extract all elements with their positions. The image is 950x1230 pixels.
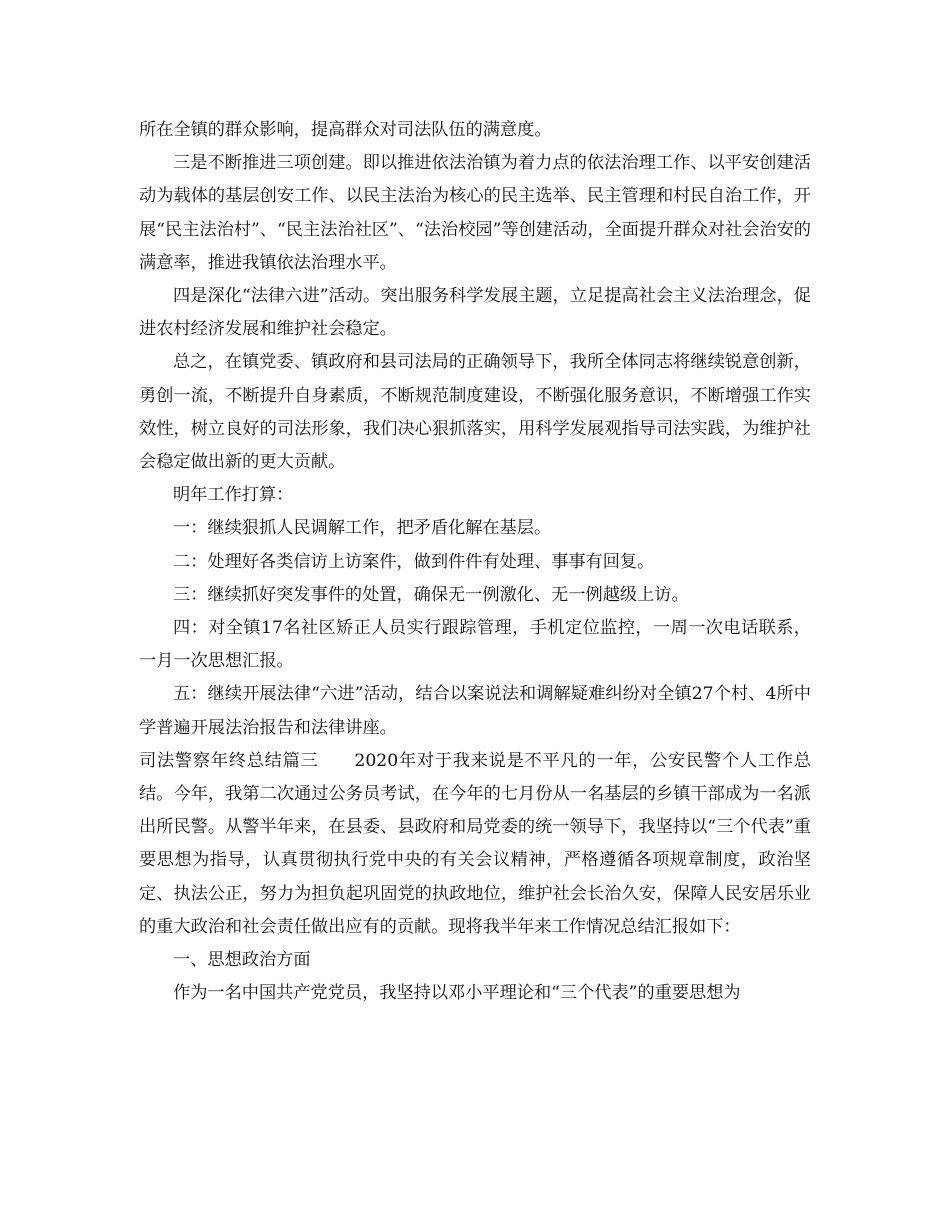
section-heading-paragraph: 司法警察年终总结篇三 2020年对于我来说是不平凡的一年，公安民警个人工作总结。今年，我第二次通过公务员考试，在今年的七月份从一名基层的乡镇干部成为一名派出所民警。从警半年来，在县委、县政府和局党委的统一领导下，我坚持以“三个代表”重要思想为指导，认真贯彻执行党中央的有关会议精神，严格遵循各项规章制度，政治坚定、执法公正，努力为担负起巩固党的执政地位，维护社会长治久安，保障人民安居乐业的重大政治和社会责任做出应有的贡献。现将我半年来工作情况总结汇报如下：	[139, 750, 811, 937]
paragraph: 明年工作打算：	[173, 485, 294, 506]
paragraph: 四是深化“法律六进”活动。突出服务科学发展主题，立足提高社会主义法治理念，促进农村经济发展和维护社会稳定。	[139, 286, 811, 340]
paragraph: 三是不断推进三项创建。即以推进依法治镇为着力点的依法治理工作、以平安创建活动为载体的基层创安工作、以民主法治为核心的民主选举、民主管理和村民自治工作，开展“民主法治村”、“民主法治社区”、“法治校园”等创建活动，全面提升群众对社会治安的满意率，推进我镇依法治理水平。	[139, 153, 811, 273]
paragraph: 二：处理好各类信访上访案件，做到件件有处理、事事有回复。	[173, 551, 655, 572]
paragraph: 一、思想政治方面	[173, 950, 311, 971]
paragraph: 五：继续开展法律“六进”活动，结合以案说法和调解疑难纠纷对全镇27个村、4所中学普遍开展法治报告和法律讲座。	[139, 684, 811, 738]
paragraph: 一：继续狠抓人民调解工作，把矛盾化解在基层。	[173, 518, 552, 539]
paragraph: 四：对全镇17名社区矫正人员实行跟踪管理，手机定位监控，一周一次电话联系，一月一次思想汇报。	[139, 618, 811, 672]
paragraph: 所在全镇的群众影响，提高群众对司法队伍的满意度。	[139, 120, 552, 140]
document-body	[139, 114, 811, 1010]
paragraph: 总之，在镇党委、镇政府和县司法局的正确领导下，我所全体同志将继续锐意创新，勇创一流，不断提升自身素质，不断规范制度建设，不断强化服务意识，不断增强工作实效性，树立良好的司法形象，我们决心狠抓落实，用科学发展观指导司法实践，为维护社会稳定做出新的更大贡献。	[139, 352, 811, 473]
paragraph: 三：继续抓好突发事件的处置，确保无一例激化、无一例越级上访。	[173, 584, 689, 605]
paragraph: 作为一名中国共产党党员，我坚持以邓小平理论和“三个代表”的重要思想为	[173, 983, 741, 1004]
